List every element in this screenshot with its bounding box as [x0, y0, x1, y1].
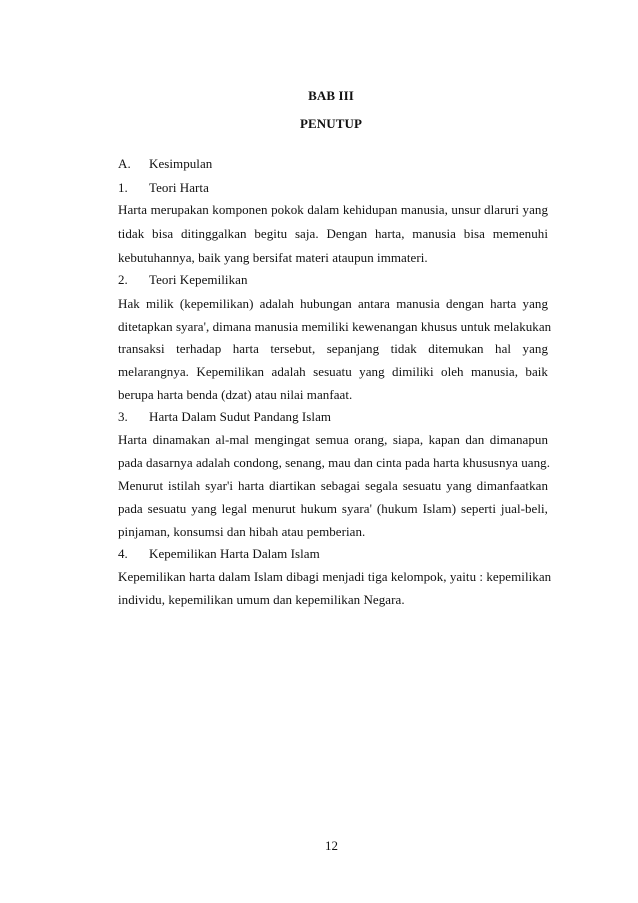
item-heading [118, 546, 548, 562]
item-marker: 1. [118, 180, 128, 195]
paragraph-line: transaksi terhadap harta tersebut, sepanjang tidak ditemukan hal yang [118, 341, 548, 356]
section-marker: A. [118, 156, 131, 171]
section-heading [118, 156, 548, 172]
item-title: Kepemilikan Harta Dalam Islam [149, 546, 320, 561]
paragraph-line: pada dasarnya adalah condong, senang, mau dan cinta pada harta khususnya uang. [118, 455, 551, 470]
paragraph-line: Menurut istilah syar'i harta diartikan sebagai segala sesuatu yang dimanfaatkan [118, 478, 548, 493]
paragraph-line: tidak bisa ditinggalkan begitu saja. Dengan harta, manusia bisa memenuhi [118, 226, 548, 241]
paragraph-line: melarangnya. Kepemilikan adalah sesuatu yang dimiliki oleh manusia, baik [118, 364, 548, 379]
section-title: Kesimpulan [149, 156, 213, 171]
paragraph-line: berupa harta benda (dzat) atau nilai manfaat. [118, 387, 353, 402]
chapter-title: BAB III [308, 88, 354, 103]
item-marker: 4. [118, 546, 128, 561]
paragraph-line: individu, kepemilikan umum dan kepemilikan Negara. [118, 592, 405, 607]
item-heading [118, 272, 548, 288]
paragraph-line: Harta dinamakan al-mal mengingat semua orang, siapa, kapan dan dimanapun [118, 432, 548, 447]
item-title: Teori Kepemilikan [149, 272, 248, 287]
item-marker: 2. [118, 272, 128, 287]
chapter-subtitle: PENUTUP [299, 116, 363, 131]
paragraph-line: Hak milik (kepemilikan) adalah hubungan antara manusia dengan harta yang [118, 296, 548, 311]
paragraph-line: pinjaman, konsumsi dan hibah atau pemberian. [118, 524, 366, 539]
paragraph-line: ditetapkan syara', dimana manusia memiliki kewenangan khusus untuk melakukan [118, 319, 552, 334]
item-heading [118, 409, 548, 425]
page-number: 12 [325, 838, 338, 853]
item-title: Harta Dalam Sudut Pandang Islam [149, 409, 332, 424]
item-heading [118, 180, 548, 196]
paragraph-line: kebutuhannya, baik yang bersifat materi ataupun immateri. [118, 250, 428, 265]
item-marker: 3. [118, 409, 128, 424]
item-title: Teori Harta [149, 180, 209, 195]
paragraph-line: Harta merupakan komponen pokok dalam kehidupan manusia, unsur dlaruri yang [118, 202, 548, 217]
paragraph-line: Kepemilikan harta dalam Islam dibagi menjadi tiga kelompok, yaitu : kepemilikan [118, 569, 552, 584]
paragraph-line: pada sesuatu yang legal menurut hukum syara' (hukum Islam) seperti jual-beli, [118, 501, 548, 516]
